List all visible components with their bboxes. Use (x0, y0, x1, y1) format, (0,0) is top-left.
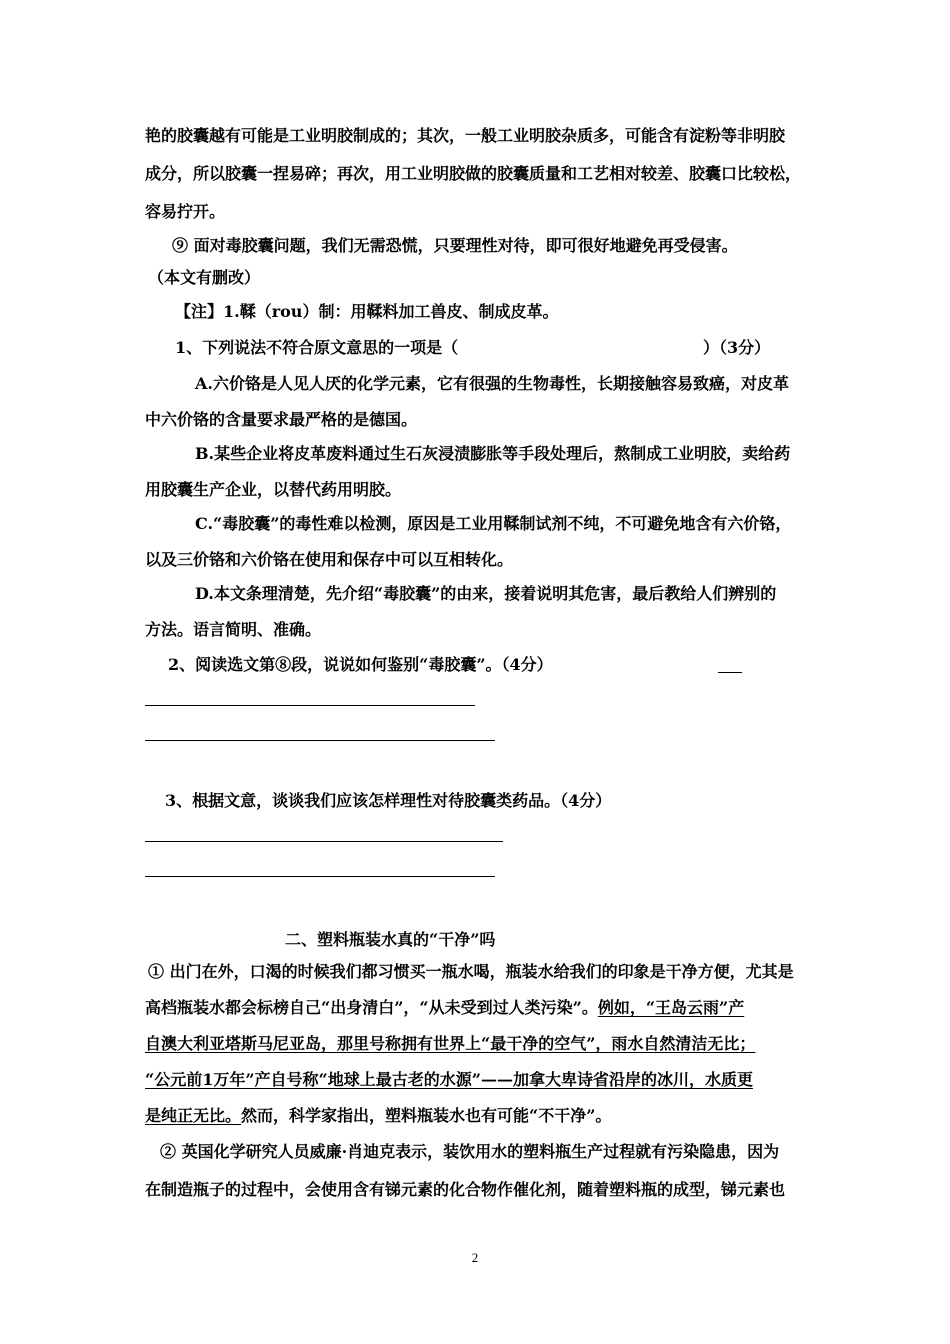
option-d-cont: 方法。语言简明、准确。 (145, 620, 322, 639)
underlined-text: “公元前1万年”产自号称“地球上最古老的水源”——加拿大卑诗省沿岸的冰川，水质更 (145, 1070, 753, 1089)
answer-line (145, 705, 475, 706)
paragraph-2-line: 在制造瓶子的过程中，会使用含有锑元素的化合物作催化剂，随着塑料瓶的成型，锑元素也 (145, 1180, 786, 1199)
option-c: C.“毒胶囊”的毒性难以检测，原因是工业用鞣制试剂不纯，不可避免地含有六价铬， (195, 514, 792, 533)
option-b: B.某些企业将皮革废料通过生石灰浸渍膨胀等手段处理后，熬制成工业明胶，卖给药 (195, 444, 791, 463)
section-title: 二、塑料瓶装水真的“干净”吗 (285, 930, 496, 949)
plain-text: 然而，科学家指出，塑料瓶装水也有可能“不干净”。 (241, 1106, 612, 1125)
answer-line (145, 876, 495, 877)
page-number: 2 (471, 1250, 479, 1265)
answer-line (145, 841, 503, 842)
answer-line (145, 740, 495, 741)
paragraph-9: ⑨ 面对毒胶囊问题，我们无需恐慌，只要理性对待，即可很好地避免再受侵害。 (172, 236, 738, 255)
question-1-score: ）（3分） (703, 338, 771, 357)
option-c-cont: 以及三价铬和六价铬在使用和保存中可以互相转化。 (145, 550, 514, 569)
question-1-stem: 1、下列说法不符合原文意思的一项是（ (175, 338, 459, 357)
passage-line: 成分，所以胶囊一捏易碎；再次，用工业明胶做的胶囊质量和工艺相对较差、胶囊口比较松， (145, 164, 802, 183)
option-b-cont: 用胶囊生产企业，以替代药用明胶。 (145, 480, 402, 499)
plain-text: 高档瓶装水都会标榜自己“出身清白”，“从未受到过人类污染”。 (145, 998, 598, 1017)
paragraph-1: ① 出门在外，口渴的时候我们都习惯买一瓶水喝，瓶装水给我们的印象是干净方便，尤其是 (148, 962, 794, 981)
paragraph-1-line (145, 998, 744, 1018)
underlined-text: 是纯正无比。 (145, 1106, 242, 1125)
source-note: （本文有删改） (148, 268, 261, 287)
underlined-text: 自澳大利亚塔斯马尼亚岛，那里号称拥有世界上“最干净的空气”，雨水自然清洁无比； (145, 1034, 756, 1053)
option-d: D.本文条理清楚，先介绍“毒胶囊”的由来，接着说明其危害，最后教给人们辨别的 (195, 584, 777, 603)
question-3: 3、根据文意，谈谈我们应该怎样理性对待胶囊类药品。（4分） (165, 791, 612, 810)
short-answer-line (718, 672, 742, 673)
passage-line: 艳的胶囊越有可能是工业明胶制成的；其次，一般工业明胶杂质多，可能含有淀粉等非明胶 (145, 126, 786, 145)
option-a: A.六价铬是人见人厌的化学元素，它有很强的生物毒性，长期接触容易致癌，对皮革 (195, 374, 789, 393)
question-2: 2、阅读选文第⑧段，说说如何鉴别“毒胶囊”。（4分） (168, 655, 553, 674)
passage-line: 容易拧开。 (145, 202, 226, 221)
option-a-cont: 中六价铬的含量要求最严格的是德国。 (145, 410, 418, 429)
paragraph-2: ② 英国化学研究人员威廉·肖迪克表示，装饮用水的塑料瓶生产过程就有污染隐患，因为 (160, 1142, 780, 1161)
paragraph-1-line (145, 1106, 611, 1126)
footnote: 【注】1.鞣（rou）制：用鞣料加工兽皮、制成皮革。 (175, 302, 559, 321)
underlined-text: 例如，“王岛云雨”产 (597, 998, 745, 1017)
